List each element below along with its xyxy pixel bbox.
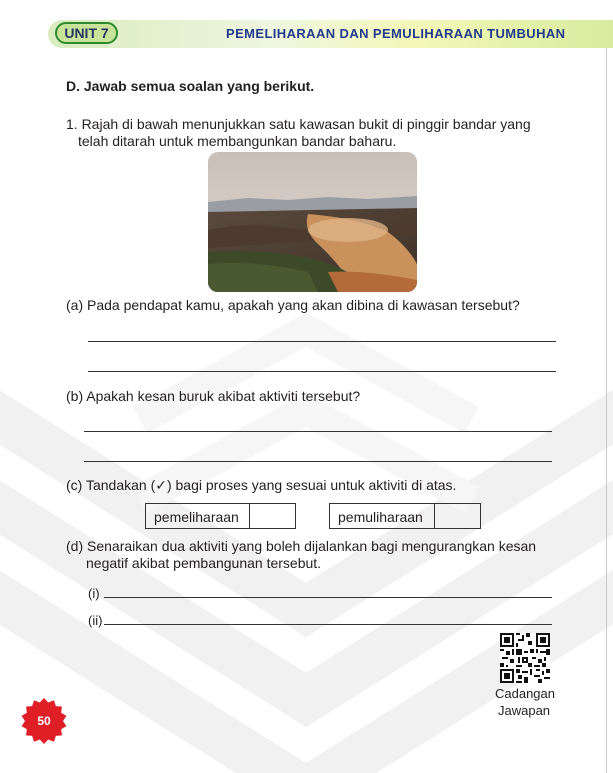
part-a-answer-line-1[interactable]: [88, 341, 556, 342]
topic-title: PEMELIHARAAN DAN PEMULIHARAAN TUMBUHAN: [226, 26, 566, 41]
question-1-line-1: 1. Rajah di bawah menunjukkan satu kawasan bukit di pinggir bandar yang: [66, 116, 531, 132]
part-d-question-line-1: (d) Senaraikan dua aktiviti yang boleh dijalankan bagi mengurangkan kesan: [66, 538, 537, 554]
pemeliharaan-tick-box[interactable]: [250, 504, 295, 528]
part-b-question: (b) Apakah kesan buruk akibat aktiviti tersebut?: [66, 388, 361, 404]
part-b-answer-line-1[interactable]: [84, 431, 552, 432]
option-pemeliharaan-label: pemeliharaan: [154, 509, 239, 525]
part-a-answer-line-2[interactable]: [88, 371, 556, 372]
qr-label-line-1: Cadangan: [495, 686, 555, 701]
section-heading: D. Jawab semua soalan yang berikut.: [66, 78, 315, 94]
option-pemuliharaan: [329, 503, 481, 529]
option-pemuliharaan-label: pemuliharaan: [338, 509, 423, 525]
pemuliharaan-tick-box[interactable]: [435, 504, 480, 528]
page-number-badge: [20, 697, 68, 745]
page-edge-line: [606, 48, 607, 773]
part-c-question: (c) Tandakan (✓) bagi proses yang sesuai untuk aktiviti di atas.: [66, 477, 457, 493]
unit-badge: UNIT 7: [55, 22, 118, 44]
part-a-question: (a) Pada pendapat kamu, apakah yang akan dibina di kawasan tersebut?: [66, 297, 520, 313]
qr-code-icon[interactable]: [500, 633, 550, 683]
part-d-answer-line-ii[interactable]: [104, 624, 552, 625]
part-d-item-ii-label: (ii): [88, 613, 103, 628]
part-d-answer-line-i[interactable]: [104, 597, 552, 598]
page-number: 50: [37, 714, 51, 728]
qr-label-line-2: Jawapan: [498, 703, 551, 718]
question-1-line-2: telah ditarah untuk membangunkan bandar baharu.: [78, 133, 397, 149]
option-pemeliharaan: [145, 503, 296, 529]
part-d-question-line-2: negatif akibat pembangunan tersebut.: [86, 555, 322, 571]
cleared-hill-photo: [208, 152, 417, 292]
part-d-item-i-label: (i): [88, 586, 100, 601]
part-b-answer-line-2[interactable]: [84, 461, 552, 462]
